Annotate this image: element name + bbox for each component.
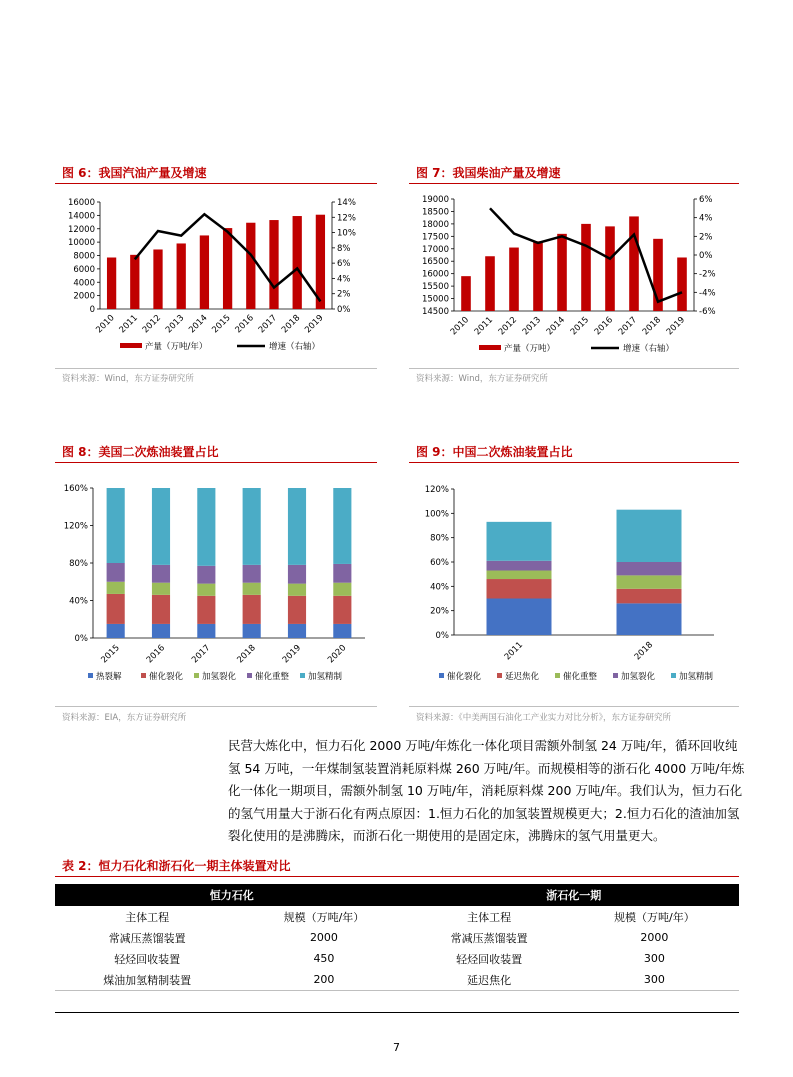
bar-segment-2015 (107, 624, 125, 638)
legend-swatch (88, 673, 93, 678)
fig8-top-rule (55, 462, 377, 463)
bar-2012 (509, 248, 519, 311)
x-tick-label: 2017 (256, 313, 280, 336)
bar-segment-2018 (617, 589, 682, 604)
legend-label-bar: 产量（万吨/年） (145, 342, 208, 352)
x-tick-label: 2016 (144, 643, 168, 666)
y-tick-label-left: 10000 (67, 238, 95, 249)
bar-2010 (461, 276, 471, 311)
comparison-table (55, 884, 739, 990)
legend-label: 催化裂化 (447, 672, 482, 682)
x-tick-label: 2013 (520, 315, 544, 338)
y-tick-label-left: 14500 (421, 307, 449, 317)
table-row (55, 948, 739, 969)
legend-label: 催化裂化 (149, 672, 184, 682)
bar-2011 (485, 256, 495, 311)
table-row (55, 969, 739, 990)
legend-swatch (439, 673, 444, 678)
y-tick-label-left: 17500 (421, 232, 449, 243)
y-tick-label-right: 6% (337, 259, 351, 270)
x-tick-label: 2018 (235, 643, 258, 666)
legend-swatch (247, 673, 252, 678)
legend-swatch (555, 673, 560, 678)
bar-segment-2019 (288, 565, 306, 584)
y-tick-label-left: 15000 (421, 294, 449, 305)
bar-2017 (269, 220, 278, 309)
legend-swatch-bar (120, 343, 142, 348)
fig7-top-rule (409, 183, 739, 184)
bar-segment-2020 (333, 596, 351, 624)
y-tick-label-right: 10% (337, 228, 356, 239)
y-tick-label: 120% (63, 521, 88, 532)
fig9-bottom-rule (409, 706, 739, 707)
bar-segment-2018 (243, 624, 261, 638)
fig7-bottom-rule (409, 368, 739, 369)
fig8-source: 资料来源：EIA，东方证券研究所 (62, 713, 187, 723)
bar-segment-2020 (333, 624, 351, 638)
legend-label-line: 增速（右轴） (623, 344, 675, 354)
table-cell: 2000 (309, 931, 338, 944)
y-tick-label-right: -4% (699, 288, 716, 299)
x-tick-label: 2017 (190, 643, 213, 666)
bar-segment-2017 (197, 566, 215, 584)
legend-label-bar: 产量（万吨） (504, 344, 556, 354)
bar-segment-2018 (617, 603, 682, 635)
y-tick-label: 80% (69, 559, 88, 569)
y-tick-label-right: 0% (337, 305, 351, 315)
x-tick-label: 2015 (210, 313, 233, 336)
bar-2016 (605, 226, 615, 311)
x-tick-label: 2011 (117, 313, 140, 336)
table-cell: 延迟焦化 (467, 973, 512, 987)
x-tick-label: 2016 (592, 315, 616, 338)
fig6-source: 资料来源：Wind，东方证券研究所 (62, 374, 194, 384)
x-tick-label: 2014 (187, 313, 210, 336)
bar-segment-2011 (487, 599, 552, 636)
y-tick-label: 80% (430, 533, 449, 544)
table-row (55, 927, 739, 948)
y-tick-label: 100% (424, 509, 449, 520)
fig6-chart (55, 186, 377, 364)
bar-segment-2015 (107, 582, 125, 594)
bar-segment-2020 (333, 583, 351, 596)
bar-segment-2016 (152, 595, 170, 624)
legend-swatch-bar (479, 345, 501, 350)
y-tick-label: 0% (435, 631, 449, 641)
y-tick-label-left: 15500 (421, 282, 449, 293)
bar-2018 (293, 216, 302, 309)
fig9-source: 资料来源：《中美两国石油化工产业实力对比分析》，东方证券研究所 (416, 713, 672, 723)
fig8-chart (55, 470, 377, 690)
y-tick-label-right: 8% (337, 243, 351, 254)
table-cell: 450 (313, 952, 335, 965)
legend-label: 延迟焦化 (505, 672, 540, 682)
bar-2014 (557, 234, 567, 311)
col-header: 主体工程 (467, 910, 512, 924)
y-tick-label-right: 2% (699, 232, 713, 243)
bar-2013 (177, 243, 186, 309)
bar-2010 (107, 258, 116, 309)
x-tick-label: 2012 (140, 313, 164, 336)
page-number: 7 (393, 1041, 400, 1054)
fig7-title: 图 7：我国柴油产量及增速 (416, 166, 561, 180)
bar-2015 (223, 228, 232, 309)
legend-swatch (300, 673, 305, 678)
bar-2015 (581, 224, 591, 311)
fig6-bottom-rule (55, 368, 377, 369)
y-tick-label-right: 2% (337, 289, 351, 300)
fig7-chart (409, 186, 739, 364)
table2-bottom-rule (55, 1012, 739, 1013)
col-header: 规模（万吨/年） (614, 910, 695, 924)
legend-label: 催化重整 (255, 672, 290, 682)
bar-segment-2018 (617, 575, 682, 588)
bar-2013 (533, 241, 543, 311)
fig8-title: 图 8：美国二次炼油装置占比 (62, 445, 219, 459)
table-cell: 煤油加氢精制装置 (103, 973, 192, 987)
fig9-chart (409, 470, 739, 690)
group-header-zhe: 浙石化一期 (409, 884, 740, 906)
x-tick-label: 2010 (94, 313, 117, 336)
bar-segment-2018 (617, 562, 682, 575)
bar-segment-2011 (487, 561, 552, 571)
y-tick-label-right: 0% (699, 251, 713, 261)
y-tick-label-left: 18000 (421, 219, 449, 230)
legend-swatch (194, 673, 199, 678)
y-tick-label-left: 16000 (421, 269, 449, 280)
y-tick-label: 40% (430, 582, 449, 593)
table-cell: 300 (643, 952, 665, 965)
x-tick-label: 2011 (472, 315, 496, 338)
bar-2017 (629, 216, 639, 311)
table-cell: 常减压蒸馏装置 (108, 931, 186, 945)
y-tick-label-left: 0 (89, 305, 95, 315)
y-tick-label-right: 4% (699, 213, 713, 224)
fig7-source: 资料来源：Wind，东方证券研究所 (416, 374, 548, 384)
table-cell: 300 (643, 973, 665, 986)
y-tick-label-right: 12% (337, 213, 356, 224)
legend-label-line: 增速（右轴） (269, 342, 321, 352)
fig8-bottom-rule (55, 706, 377, 707)
bar-segment-2011 (487, 579, 552, 598)
bar-2016 (246, 223, 255, 309)
bar-segment-2019 (288, 624, 306, 638)
x-tick-label: 2020 (326, 643, 349, 666)
bar-segment-2018 (243, 583, 261, 595)
bar-segment-2015 (107, 563, 125, 582)
x-tick-label: 2019 (303, 313, 326, 336)
x-tick-label: 2018 (632, 640, 656, 663)
bar-segment-2016 (152, 565, 170, 583)
bar-segment-2018 (243, 595, 261, 624)
bar-segment-2015 (107, 594, 125, 624)
table-cell: 轻烃回收装置 (456, 952, 523, 966)
y-tick-label-right: 14% (337, 198, 356, 208)
legend-label: 加氢精制 (679, 672, 714, 682)
bar-segment-2017 (197, 596, 215, 624)
legend-label: 加氢裂化 (202, 672, 237, 682)
table-group-header-row (55, 884, 739, 906)
y-tick-label-right: -6% (699, 307, 716, 317)
y-tick-label-left: 16500 (421, 257, 449, 268)
x-tick-label: 2011 (502, 640, 526, 663)
fig6-top-rule (55, 183, 377, 184)
bar-segment-2011 (487, 522, 552, 561)
bar-segment-2018 (617, 510, 682, 562)
legend-label: 加氢裂化 (621, 672, 656, 682)
bar-segment-2018 (243, 565, 261, 583)
bar-segment-2016 (152, 488, 170, 565)
fig6-title: 图 6：我国汽油产量及增速 (62, 166, 207, 180)
legend-label: 催化重整 (563, 672, 598, 682)
table-column-header-row (55, 906, 739, 927)
y-tick-label-left: 18500 (421, 207, 449, 218)
bar-2011 (130, 255, 139, 309)
x-tick-label: 2018 (640, 315, 664, 338)
bar-2019 (677, 257, 687, 311)
table-cell: 轻烃回收装置 (114, 952, 181, 966)
fig9-title: 图 9：中国二次炼油装置占比 (416, 445, 573, 459)
x-tick-label: 2017 (616, 315, 640, 338)
table2-mid-rule (55, 990, 739, 991)
bar-segment-2020 (333, 564, 351, 583)
x-tick-label: 2015 (568, 315, 592, 338)
bar-segment-2011 (487, 571, 552, 580)
bar-segment-2018 (243, 488, 261, 565)
bar-segment-2017 (197, 488, 215, 566)
legend-swatch (141, 673, 146, 678)
y-tick-label: 160% (63, 484, 88, 494)
legend-swatch (613, 673, 618, 678)
body-paragraph: 民营大炼化中，恒力石化 2000 万吨/年炼化一体化项目需额外制氢 24 万吨/年，循环回收纯氢 54 万吨，一年煤制氢装置消耗原料煤 260 万吨/年。而规模相等的浙石化 4000 万吨/年炼化一体化一期项目，需额外制氢 10 万吨/年，消耗原料煤 200 万吨/年。我们认为，恒力石化的氢气用量大于浙石化有两点原因：1.恒力石化的加氢装置规模更大；2.恒力石化的渣油加氢裂化使用的是沸腾床，而浙石化一期使用的是固定床，沸腾床的氢气用量更大。 (228, 738, 745, 843)
bar-2012 (153, 249, 162, 309)
bar-segment-2019 (288, 596, 306, 624)
x-tick-label: 2012 (496, 315, 520, 338)
legend-swatch (497, 673, 502, 678)
x-tick-label: 2019 (280, 643, 304, 666)
table-cell: 200 (313, 973, 335, 986)
bar-segment-2016 (152, 624, 170, 638)
bar-2014 (200, 235, 209, 309)
legend-label: 热裂解 (96, 672, 122, 682)
x-tick-label: 2018 (279, 313, 303, 336)
y-tick-label-left: 8000 (73, 251, 95, 262)
y-tick-label-left: 6000 (73, 264, 95, 275)
y-tick-label-right: 4% (337, 274, 351, 285)
col-header: 规模（万吨/年） (283, 910, 365, 924)
x-tick-label: 2010 (448, 315, 472, 338)
x-tick-label: 2019 (664, 315, 688, 338)
x-tick-label: 2013 (163, 313, 187, 336)
legend-label: 加氢精制 (308, 672, 343, 682)
bar-segment-2019 (288, 584, 306, 596)
y-tick-label-right: -2% (699, 269, 716, 280)
y-tick-label: 40% (69, 596, 88, 607)
y-tick-label: 0% (74, 634, 88, 644)
y-tick-label-left: 14000 (67, 211, 95, 222)
y-tick-label-left: 16000 (67, 198, 95, 208)
y-tick-label: 20% (430, 606, 449, 617)
y-tick-label-left: 2000 (73, 291, 95, 302)
bar-segment-2019 (288, 488, 306, 565)
x-tick-label: 2014 (544, 315, 568, 338)
y-tick-label-left: 4000 (73, 278, 95, 289)
x-tick-label: 2016 (233, 313, 256, 336)
y-tick-label-left: 12000 (67, 224, 95, 235)
table2-title: 表 2：恒力石化和浙石化一期主体装置对比 (62, 859, 291, 873)
y-tick-label-left: 19000 (421, 195, 449, 205)
table-cell: 常减压蒸馏装置 (450, 931, 528, 945)
y-tick-label-right: 6% (699, 195, 713, 205)
bar-segment-2015 (107, 488, 125, 563)
table-cell: 2000 (640, 931, 669, 944)
col-header: 主体工程 (125, 910, 170, 924)
table2-top-rule (55, 876, 739, 877)
y-tick-label: 120% (424, 485, 449, 495)
bar-segment-2017 (197, 624, 215, 638)
y-tick-label-left: 17000 (421, 244, 449, 255)
bar-segment-2017 (197, 584, 215, 596)
bar-segment-2020 (333, 488, 351, 564)
x-tick-label: 2015 (99, 643, 122, 666)
fig9-top-rule (409, 462, 739, 463)
group-header-hengli: 恒力石化 (55, 884, 409, 906)
bar-segment-2016 (152, 583, 170, 595)
legend-swatch (671, 673, 676, 678)
y-tick-label: 60% (430, 558, 449, 568)
